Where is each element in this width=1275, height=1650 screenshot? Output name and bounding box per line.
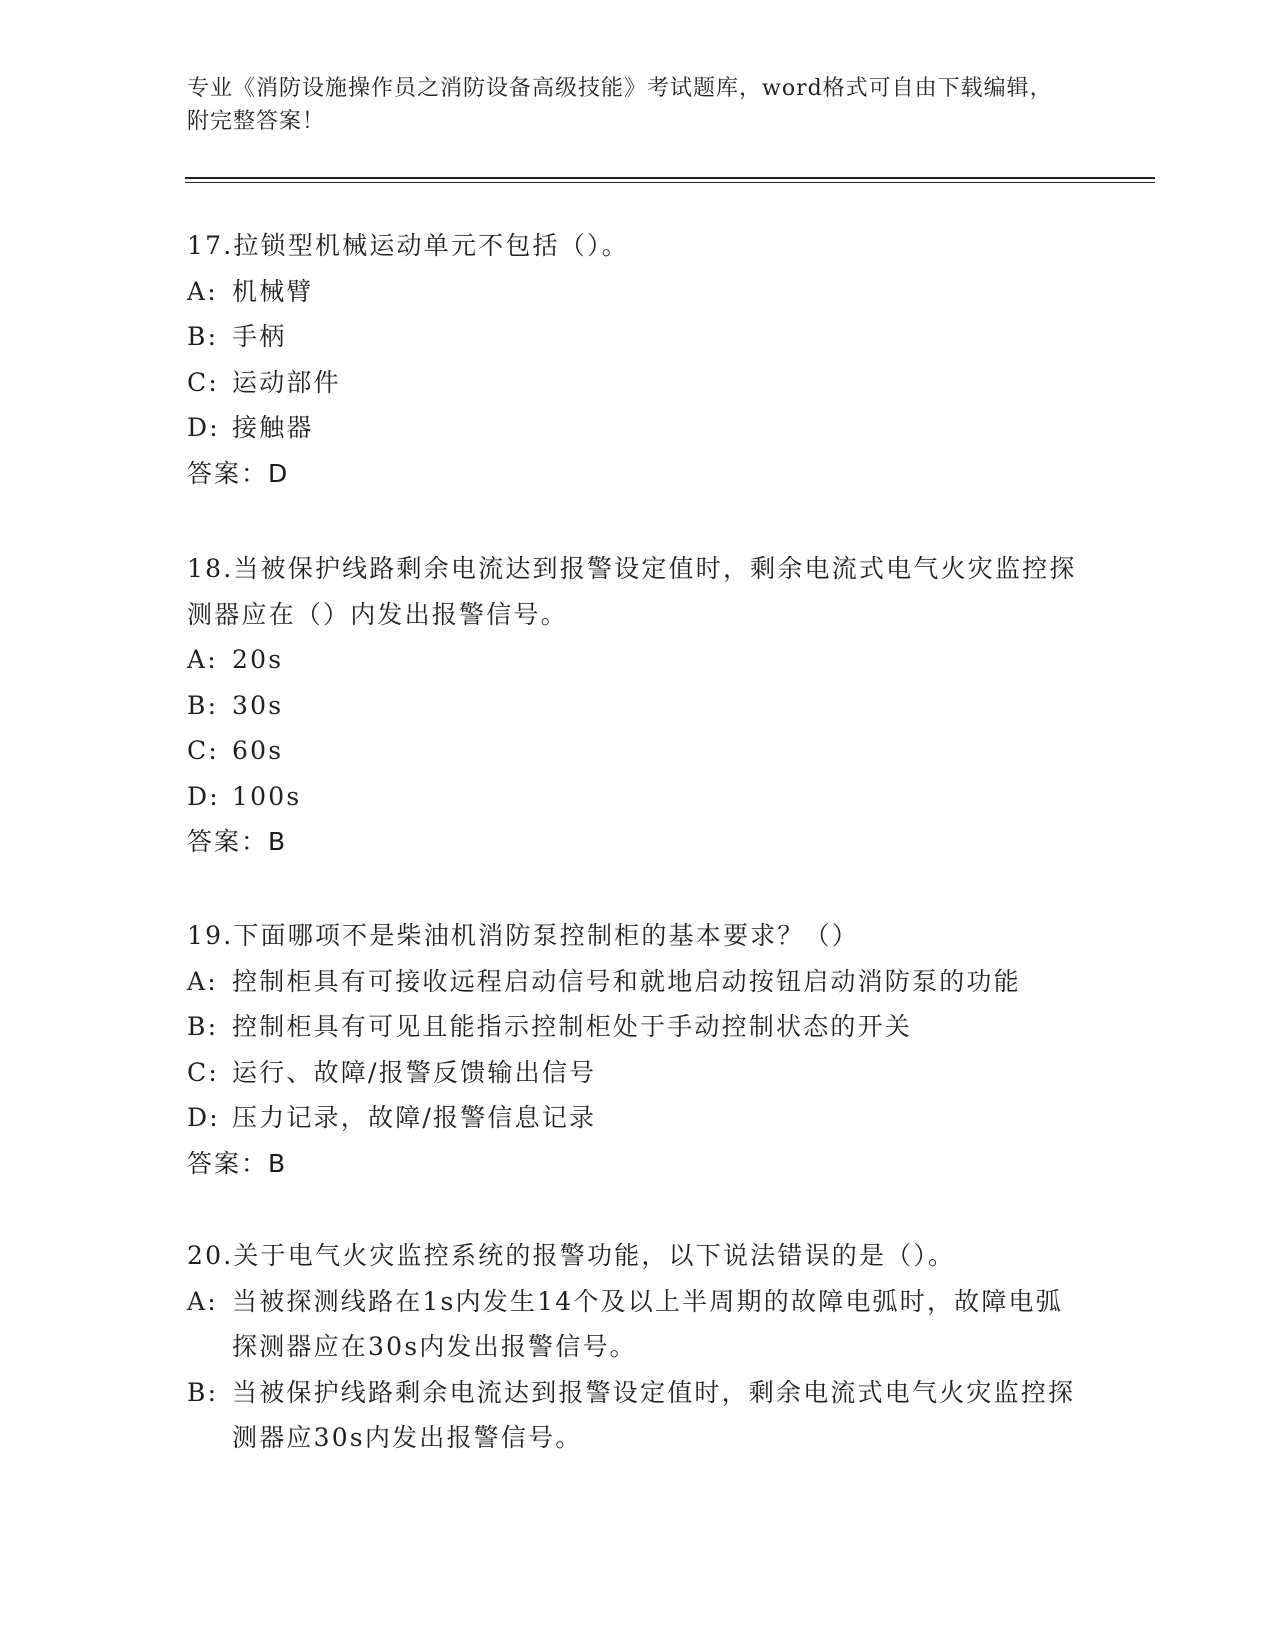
option-letter: B: <box>187 1012 219 1041</box>
option-text: 100s <box>232 781 302 811</box>
option-b <box>187 314 1087 360</box>
option-text: 运行、故障/报警反馈输出信号 <box>232 1057 597 1087</box>
option-letter: B: <box>187 1377 219 1407</box>
option-d <box>187 405 1087 451</box>
option-text: 接触器 <box>232 413 314 442</box>
option-letter: D: <box>187 781 220 811</box>
option-a <box>187 637 1087 683</box>
option-letter: A: <box>187 276 218 306</box>
option-letter: A: <box>187 966 218 996</box>
option-text: 控制柜具有可见且能指示控制柜处于手动控制状态的开关 <box>232 1012 913 1041</box>
option-text: 20s <box>232 645 284 674</box>
option-d <box>187 1095 1087 1141</box>
option-text: 机械臂 <box>232 276 314 306</box>
option-letter: B: <box>187 690 219 720</box>
option-text: 当被探测线路在1s内发生14个及以上半周期的故障电弧时，故障电弧探测器应在30s内发出报警信号。 <box>232 1286 1063 1361</box>
option-text: 手柄 <box>232 322 287 351</box>
option-text: 控制柜具有可接收远程启动信号和就地启动按钮启动消防泵的功能 <box>232 966 1021 996</box>
option-a <box>187 269 1087 315</box>
option-text: 当被保护线路剩余电流达到报警设定值时，剩余电流式电气火灾监控探测器应30s内发出报警信号。 <box>232 1377 1076 1452</box>
question-17 <box>187 223 1087 496</box>
option-d <box>187 774 1087 820</box>
option-letter: C: <box>187 367 219 397</box>
option-c <box>187 1050 1087 1096</box>
option-c <box>187 728 1087 774</box>
option-text: 30s <box>232 690 284 720</box>
question-18 <box>187 546 1087 865</box>
option-a <box>187 959 1087 1005</box>
question-19 <box>187 913 1087 1186</box>
option-text: 运动部件 <box>232 367 341 397</box>
option-c <box>187 360 1087 406</box>
answer-line: 答案：B <box>187 1148 288 1178</box>
option-text: 60s <box>232 736 284 765</box>
option-letter: C: <box>187 736 219 765</box>
header-divider-thick <box>185 177 1155 179</box>
option-b <box>187 683 1087 729</box>
option-b <box>187 1370 1087 1461</box>
answer-line: 答案：B <box>187 827 288 856</box>
question-stem: 20.关于电气火灾监控系统的报警功能，以下说法错误的是（）。 <box>187 1241 956 1270</box>
option-b <box>187 1004 1087 1050</box>
question-stem: 19.下面哪项不是柴油机消防泵控制柜的基本要求？（） <box>187 921 859 950</box>
answer-line: 答案：D <box>187 458 290 488</box>
question-stem: 18.当被保护线路剩余电流达到报警设定值时，剩余电流式电气火灾监控探测器应在（）内发出报警信号。 <box>187 554 1077 629</box>
question-20 <box>187 1233 1087 1461</box>
option-letter: C: <box>187 1057 219 1087</box>
option-letter: D: <box>187 1103 220 1132</box>
option-text: 压力记录，故障/报警信息记录 <box>232 1103 597 1132</box>
document-header: 专业《消防设施操作员之消防设备高级技能》考试题库，word格式可自由下载编辑，附完整答案！ <box>187 76 1053 134</box>
option-letter: A: <box>187 645 218 674</box>
option-letter: D: <box>187 413 220 442</box>
option-letter: A: <box>187 1286 218 1316</box>
question-stem: 17.拉锁型机械运动单元不包括（）。 <box>187 231 629 260</box>
header-divider-thin <box>185 182 1155 183</box>
option-a <box>187 1279 1087 1370</box>
option-letter: B: <box>187 322 219 351</box>
